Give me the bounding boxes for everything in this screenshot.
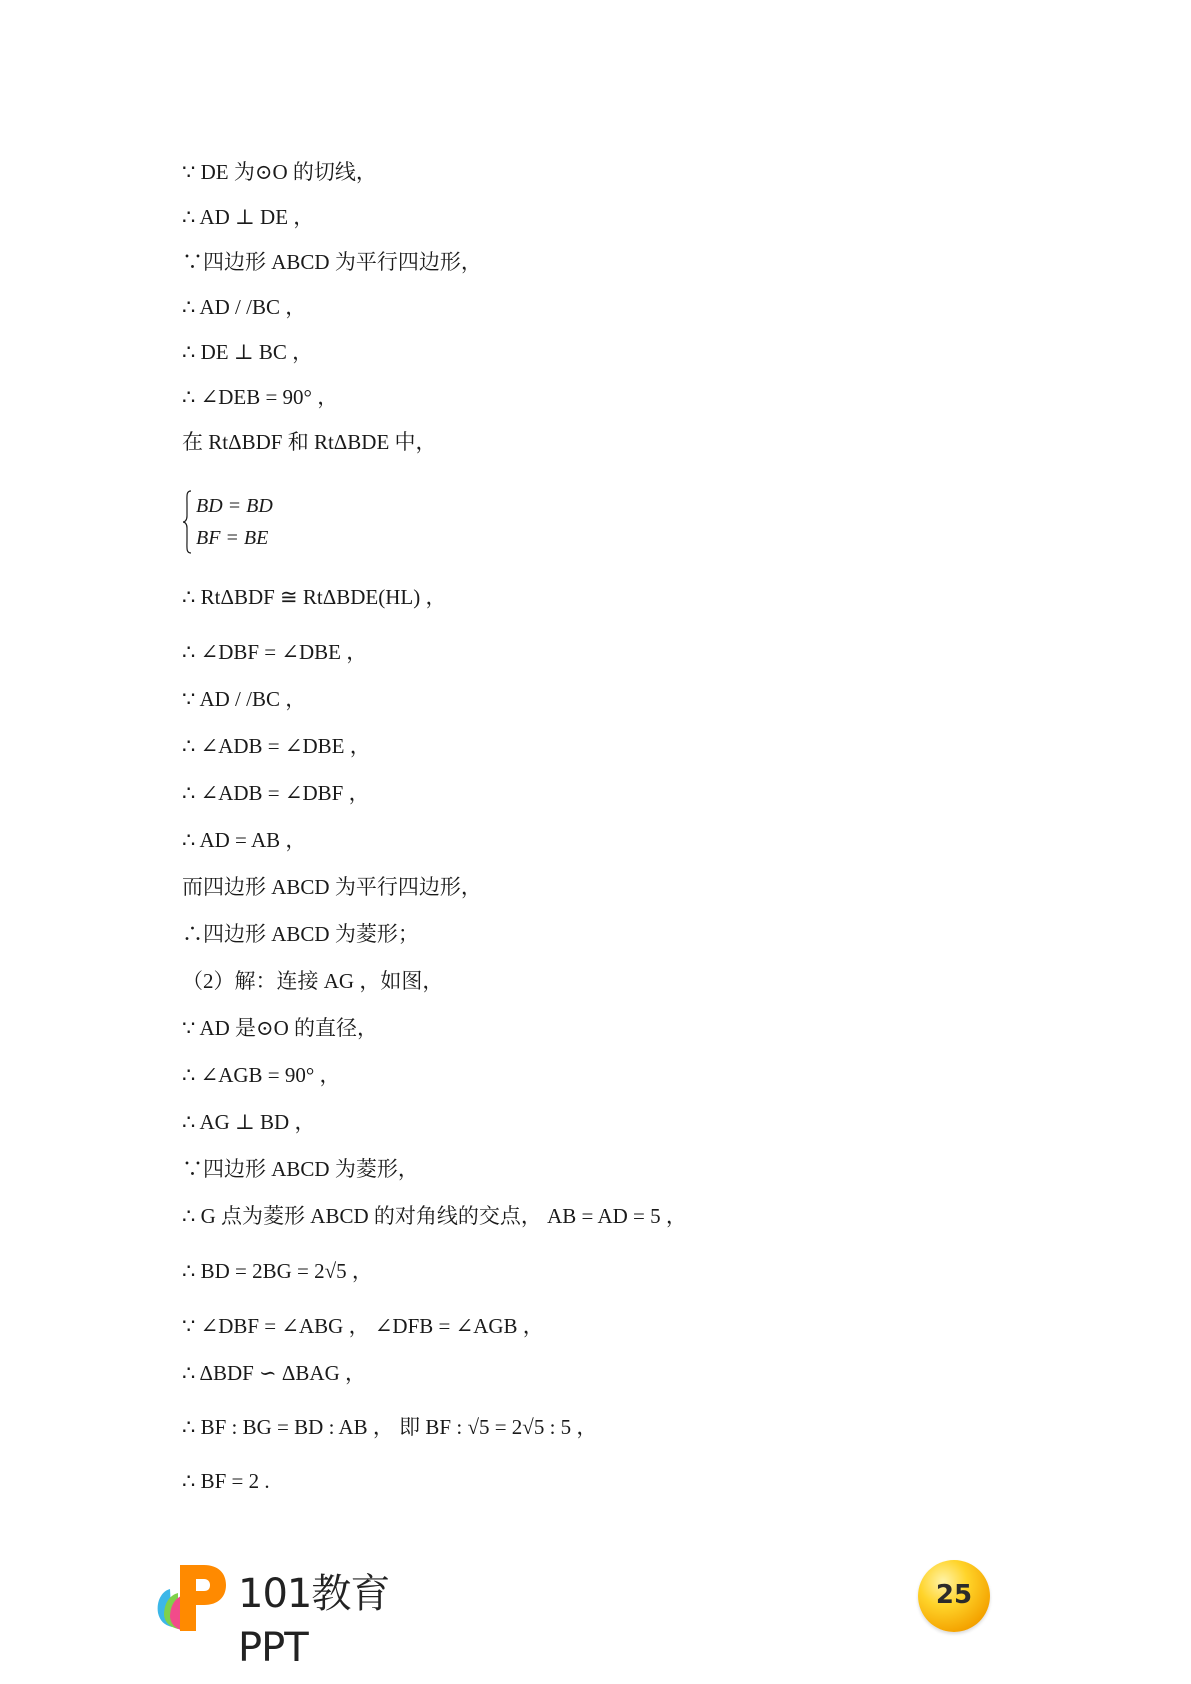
proof-line: ∴ ∠AGB = 90° ， — [182, 1063, 341, 1087]
proof-line: ∴ AD = AB ， — [182, 828, 307, 852]
proof-line: ∵ ∠DBF = ∠ABG ， ∠DFB = ∠AGB ， — [182, 1314, 544, 1338]
equation-system — [182, 490, 402, 554]
proof-line: ∵ DE 为⊙O 的切线， — [182, 160, 377, 184]
proof-line: ∵四边形 ABCD 为平行四边形， — [182, 250, 482, 274]
proof-line: ∴ ∠DBF = ∠DBE ， — [182, 640, 368, 664]
proof-line: ∴ BF = 2 . — [182, 1469, 270, 1493]
proof-line: ∴ BF : BG = BD : AB ， 即 BF : √5 = 2√5 : 5 ， — [182, 1415, 598, 1439]
proof-line: ∵四边形 ABCD 为菱形， — [182, 1157, 419, 1181]
page-number-badge — [918, 1560, 990, 1632]
brand-logo — [152, 1555, 452, 1671]
equation-line: BD = BD — [196, 495, 273, 517]
proof-line: ∴四边形 ABCD 为菱形； — [182, 922, 419, 946]
proof-line: ∵ AD / /BC ， — [182, 687, 307, 711]
proof-line: ∴ ∠DEB = 90° ， — [182, 385, 339, 409]
brand-logo-text: 101教育PPT — [238, 1571, 390, 1671]
proof-line: ∴ ΔBDF ∽ ΔBAG ， — [182, 1361, 366, 1385]
equation-line: BF = BE — [196, 527, 269, 549]
proof-line: ∴ BD = 2BG = 2√5 ， — [182, 1259, 373, 1283]
proof-line: ∴ AD ⊥ DE ， — [182, 205, 315, 229]
proof-line: ∴ DE ⊥ BC ， — [182, 340, 314, 364]
proof-line: ∴ ∠ADB = ∠DBE ， — [182, 734, 371, 758]
proof-line: 而四边形 ABCD 为平行四边形， — [182, 875, 482, 899]
brand-logo-icon — [152, 1555, 232, 1635]
proof-line: ∴ RtΔBDF ≅ RtΔBDE(HL) ， — [182, 585, 447, 609]
proof-line: ∴ AD / /BC ， — [182, 295, 307, 319]
proof-line: （2）解：连接 AG ，如图， — [182, 969, 444, 993]
proof-line: ∴ G 点为菱形 ABCD 的对角线的交点， AB = AD = 5 ， — [182, 1204, 687, 1228]
proof-line: ∵ AD 是⊙O 的直径， — [182, 1016, 379, 1040]
proof-line: 在 RtΔBDF 和 RtΔBDE 中， — [182, 430, 437, 454]
left-brace-icon — [182, 490, 192, 554]
proof-line: ∴ AG ⊥ BD ， — [182, 1110, 316, 1134]
page-number: 25 — [935, 1580, 973, 1610]
proof-line: ∴ ∠ADB = ∠DBF ， — [182, 781, 370, 805]
